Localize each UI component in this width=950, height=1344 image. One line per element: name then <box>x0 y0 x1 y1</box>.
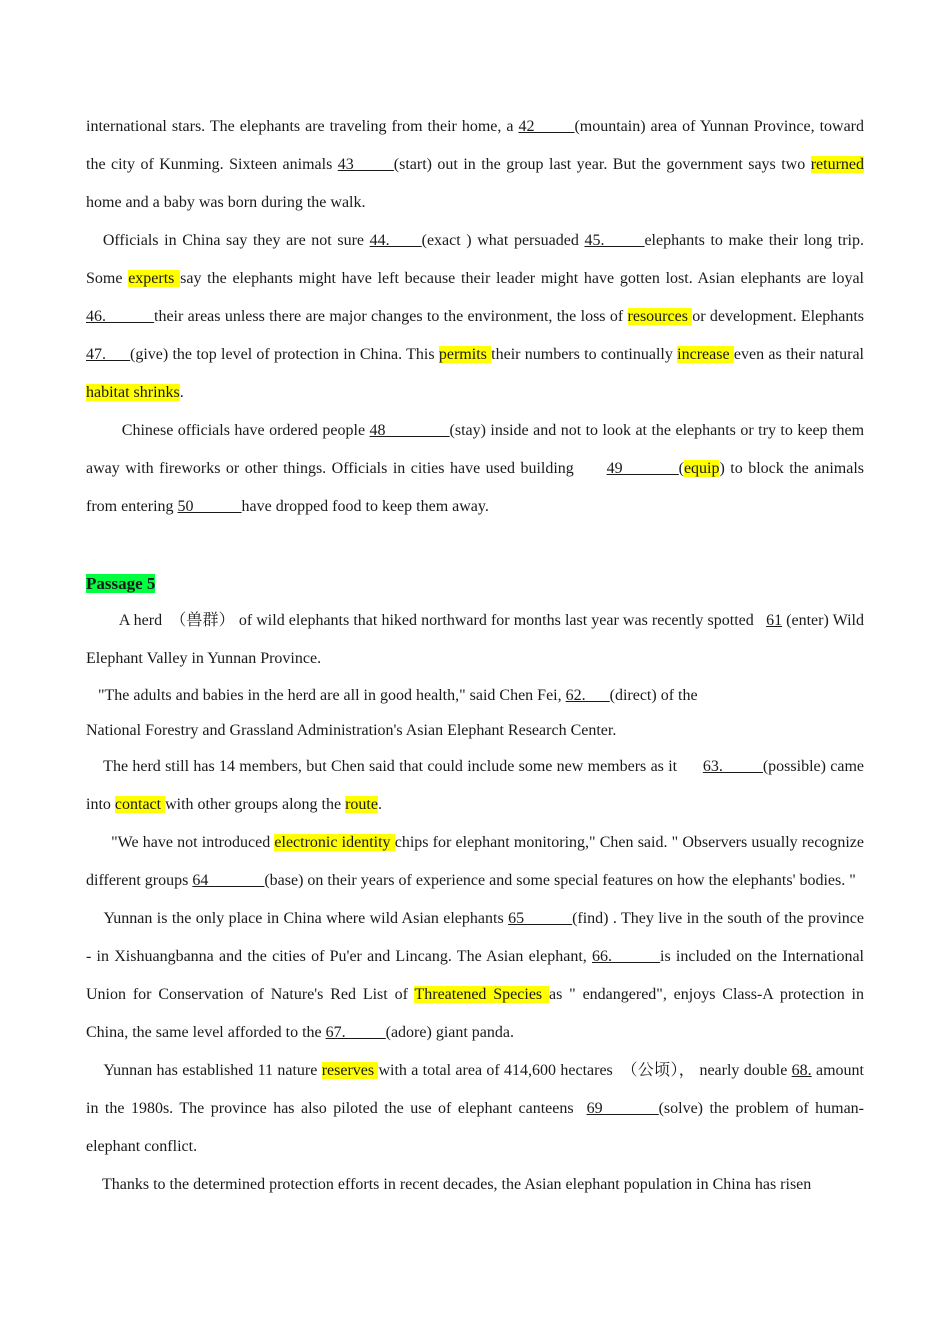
text-run: (give) the top level of protection in China. This <box>130 346 439 363</box>
answer-blank: 49_______ <box>606 460 679 477</box>
text-run: (solve) the problem of human-elephant conflict. <box>86 1100 865 1155</box>
highlighted-word: increase <box>677 346 734 363</box>
passage5-title <box>86 568 864 600</box>
answer-blank: 65______ <box>508 910 573 927</box>
answer-blank: 45._____ <box>584 232 645 249</box>
passage5-paragraph-7 <box>86 1052 864 1166</box>
highlighted-word: route <box>345 796 378 813</box>
answer-blank: 44.____ <box>369 232 422 249</box>
text-run: have dropped food to keep them away. <box>241 498 489 515</box>
text-run: amount in the 1980s. The province has also piloted the use of elephant canteens <box>86 1062 864 1117</box>
highlighted-word: electronic identity <box>274 834 395 851</box>
answer-blank: 48________ <box>369 422 450 439</box>
answer-blank: 62.___ <box>565 687 610 704</box>
text-run: National Forestry and Grassland Administration's Asian Elephant Research Center. <box>86 722 617 739</box>
text-run: (find) . They live in the south of the province - in Xishuangbanna and the cities of Pu'er and Lincang. The Asian elephant, <box>86 910 865 965</box>
text-run: "We have not introduced <box>86 834 275 851</box>
text-run: (stay) inside and not to look at the elephants or try to keep them away with fireworks or other things. Officials in cities have used building <box>86 422 865 477</box>
answer-blank: 68. <box>791 1062 812 1079</box>
answer-blank: 46.______ <box>86 308 154 325</box>
text-run: Chinese officials have ordered people <box>86 422 370 439</box>
answer-blank: 43_____ <box>337 156 394 173</box>
passage4-paragraph-1 <box>86 108 864 222</box>
answer-blank: 47.___ <box>86 346 130 363</box>
passage5-title-text: Passage 5 <box>86 574 156 593</box>
text-run: (start) out in the group last year. But the government says two <box>393 156 811 173</box>
text-run: with other groups along the <box>165 796 346 813</box>
text-run: The herd still has 14 members, but Chen said that could include some new members as it <box>86 758 703 775</box>
highlighted-word: contact <box>114 796 166 813</box>
passage4-paragraph-2 <box>86 222 864 412</box>
text-run: (base) on their years of experience and some special features on how the elephants' bodies. " <box>264 872 856 889</box>
document-page <box>86 108 864 1204</box>
text-run: (enter) Wild Elephant Valley in Yunnan Province. <box>86 612 864 667</box>
text-run: home and a baby was born during the walk. <box>86 194 366 211</box>
text-run: their numbers to continually <box>491 346 678 363</box>
highlighted-word: experts <box>128 270 181 287</box>
answer-blank: 64_______ <box>192 872 265 889</box>
text-run: is included on the International Union for Conservation of Nature's Red List of <box>86 948 864 1003</box>
text-run: (adore) giant panda. <box>385 1024 515 1041</box>
passage4-paragraph-3 <box>86 412 864 526</box>
highlighted-word: resources <box>627 308 693 325</box>
text-run: Officials in China say they are not sure <box>86 232 370 249</box>
answer-blank: 67._____ <box>325 1024 386 1041</box>
text-run: Yunnan is the only place in China where wild Asian elephants <box>86 910 509 927</box>
text-run: say the elephants might have left because their leader might have gotten lost. Asian elephants are loyal <box>180 270 865 287</box>
text-run: with a total area of 414,600 hectares （公顷）， nearly double <box>378 1062 792 1079</box>
text-run: (possible) came into <box>86 758 864 813</box>
passage5-paragraph-4 <box>86 748 864 824</box>
highlighted-word: equip <box>683 460 720 477</box>
highlighted-word: returned <box>810 156 864 173</box>
text-run: . <box>377 796 382 813</box>
passage5-paragraph-3 <box>86 713 864 748</box>
text-run: their areas unless there are major changes to the environment, the loss of <box>154 308 628 325</box>
answer-blank: 66.______ <box>592 948 661 965</box>
answer-blank: 50______ <box>177 498 242 515</box>
text-run: ( <box>678 460 684 477</box>
text-run: international stars. The elephants are traveling from their home, a <box>86 118 519 135</box>
text-run: as " endangered", enjoys Class-A protection in China, the same level afforded to the <box>86 986 864 1041</box>
answer-blank: 63._____ <box>702 758 763 775</box>
text-run: ) to block the animals from entering <box>86 460 864 515</box>
text-run: Thanks to the determined protection efforts in recent decades, the Asian elephant population in China has risen <box>86 1176 812 1193</box>
passage5-paragraph-8 <box>86 1166 864 1204</box>
answer-blank: 42_____ <box>518 118 575 135</box>
text-run: Yunnan has established 11 nature <box>86 1062 322 1079</box>
text-run: chips for elephant monitoring," Chen said. " Observers usually recognize different groups <box>86 834 865 889</box>
text-run: A herd （兽群） of wild elephants that hiked northward for months last year was recently spotted <box>86 612 767 629</box>
text-run: "The adults and babies in the herd are all in good health," said Chen Fei, <box>86 687 566 704</box>
text-run: (exact ) what persuaded <box>421 232 585 249</box>
passage5-paragraph-1 <box>86 602 864 678</box>
text-run: (direct) of the <box>609 687 698 704</box>
highlighted-word: permits <box>438 346 492 363</box>
text-run: or development. Elephants <box>692 308 864 325</box>
text-run: . <box>179 384 184 401</box>
passage5-paragraph-6 <box>86 900 864 1052</box>
answer-blank: 61 <box>766 612 783 629</box>
passage5-paragraph-5 <box>86 824 864 900</box>
highlighted-word: reserves <box>321 1062 379 1079</box>
highlighted-word: Threatened Species <box>414 986 549 1003</box>
answer-blank: 69_______ <box>586 1100 659 1117</box>
highlighted-word: habitat shrinks <box>86 384 180 401</box>
text-run: even as their natural <box>733 346 864 363</box>
text-run: (mountain) area of Yunnan Province, toward the city of Kunming. Sixteen animals <box>86 118 864 173</box>
passage5-paragraph-2 <box>86 678 864 713</box>
text-run: elephants to make their long trip. Some <box>86 232 865 287</box>
